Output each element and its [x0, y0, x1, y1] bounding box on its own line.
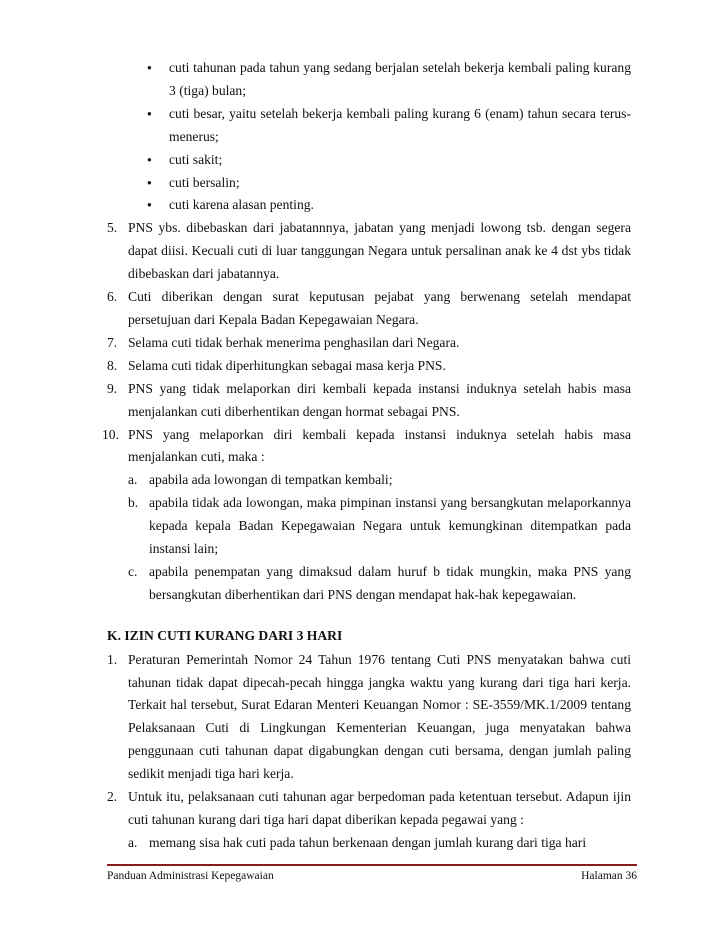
sub-text: memang sisa hak cuti pada tahun berkenaan dengan jumlah kurang dari tiga hari	[149, 834, 587, 850]
section-heading: K. IZIN CUTI KURANG DARI 3 HARI	[107, 627, 343, 643]
list-number: 8.	[107, 357, 118, 373]
bullet-item: ● cuti karena alasan penting.	[107, 194, 631, 217]
list-number: 1.	[107, 651, 118, 667]
bullet-item: ● cuti bersalin;	[107, 172, 631, 195]
sub-text: apabila tidak ada lowongan, maka pimpinan instansi yang bersangkutan melaporkannya kepada kepala Badan Kepegawaian Negara untuk kemungkinan ditempatkan pada instansi lain;	[149, 495, 631, 557]
sub-item-c	[107, 561, 631, 607]
sub-letter: a.	[128, 472, 138, 488]
list-text: PNS yang melaporkan diri kembali kepada instansi induknya setelah habis masa menjalankan cuti, maka :	[128, 426, 631, 465]
bullet-item: ● cuti besar, yaitu setelah bekerja kembali paling kurang 6 (enam) tahun secara terus-menerus;	[107, 103, 631, 149]
section-k-item-1	[107, 649, 631, 786]
sub-letter: a.	[128, 834, 138, 850]
bullet-item: ● cuti tahunan pada tahun yang sedang berjalan setelah bekerja kembali paling kurang 3 (tiga) bulan;	[107, 57, 631, 103]
bullet-item: ● cuti sakit;	[107, 149, 631, 172]
sub-letter: b.	[128, 495, 139, 511]
list-number: 9.	[107, 380, 118, 396]
list-number: 10.	[102, 426, 119, 442]
list-number: 6.	[107, 289, 118, 305]
list-text: PNS yang tidak melaporkan diri kembali kepada instansi induknya setelah habis masa menjalankan cuti diberhentikan dengan hormat sebagai PNS.	[128, 380, 631, 419]
list-text: PNS ybs. dibebaskan dari jabatannnya, jabatan yang menjadi lowong tsb. dengan segera dapat diisi. Kecuali cuti di luar tanggungan Negara untuk persalinan anak ke 4 dst ybs tidak dibebaskan dari jabatannya.	[128, 220, 631, 282]
list-text: Peraturan Pemerintah Nomor 24 Tahun 1976 tentang Cuti PNS menyatakan bahwa cuti tahunan tidak dapat dipecah-pecah hingga jangka waktu yang kurang dari tiga hari kerja. Terkait hal tersebut, Surat Edaran Menteri Keuangan Nomor : SE-3559/MK.1/2009 tentang Pelaksanaan Cuti di Lingkungan Kementerian Keuangan, juga menyatakan bahwa penggunaan cuti tahunan dapat digabungkan dengan cuti bersama, dengan jumlah paling sedikit menjadi tiga hari kerja.	[128, 651, 631, 782]
list-number: 2.	[107, 789, 118, 805]
page-number: Halaman 36	[581, 870, 637, 882]
section-k-item-2	[107, 786, 631, 832]
list-text: Cuti diberikan dengan surat keputusan pejabat yang berwenang setelah mendapat persetujuan dari Kepala Badan Kepegawaian Negara.	[128, 289, 631, 327]
sub-text: apabila penempatan yang dimaksud dalam huruf b tidak mungkin, maka PNS yang bersangkutan diberhentikan dari PNS dengan mendapat hak-hak kepegawaian.	[149, 563, 631, 602]
list-item-5	[107, 217, 631, 286]
sub-item-a	[107, 469, 631, 492]
page-footer	[107, 864, 637, 882]
sub-text: apabila ada lowongan di tempatkan kembali;	[149, 472, 393, 488]
list-text: Untuk itu, pelaksanaan cuti tahunan agar berpedoman pada ketentuan tersebut. Adapun ijin cuti tahunan kurang dari tiga hari dapat diberikan kepada pegawai yang :	[128, 789, 631, 827]
list-item-9	[107, 378, 631, 424]
sub-letter: c.	[128, 563, 138, 579]
sub-item-b	[107, 492, 631, 561]
list-number: 5.	[107, 220, 118, 236]
list-text: Selama cuti tidak berhak menerima penghasilan dari Negara.	[128, 334, 460, 350]
list-item-7	[107, 332, 631, 355]
list-number: 7.	[107, 334, 118, 350]
list-item-10	[102, 424, 631, 470]
footer-title: Panduan Administrasi Kepegawaian	[107, 870, 274, 882]
page-body	[102, 57, 631, 855]
list-item-8	[107, 355, 631, 378]
list-item-6	[107, 286, 631, 332]
section-k-sub-item-a	[107, 832, 631, 855]
list-text: Selama cuti tidak diperhitungkan sebagai masa kerja PNS.	[128, 357, 446, 373]
